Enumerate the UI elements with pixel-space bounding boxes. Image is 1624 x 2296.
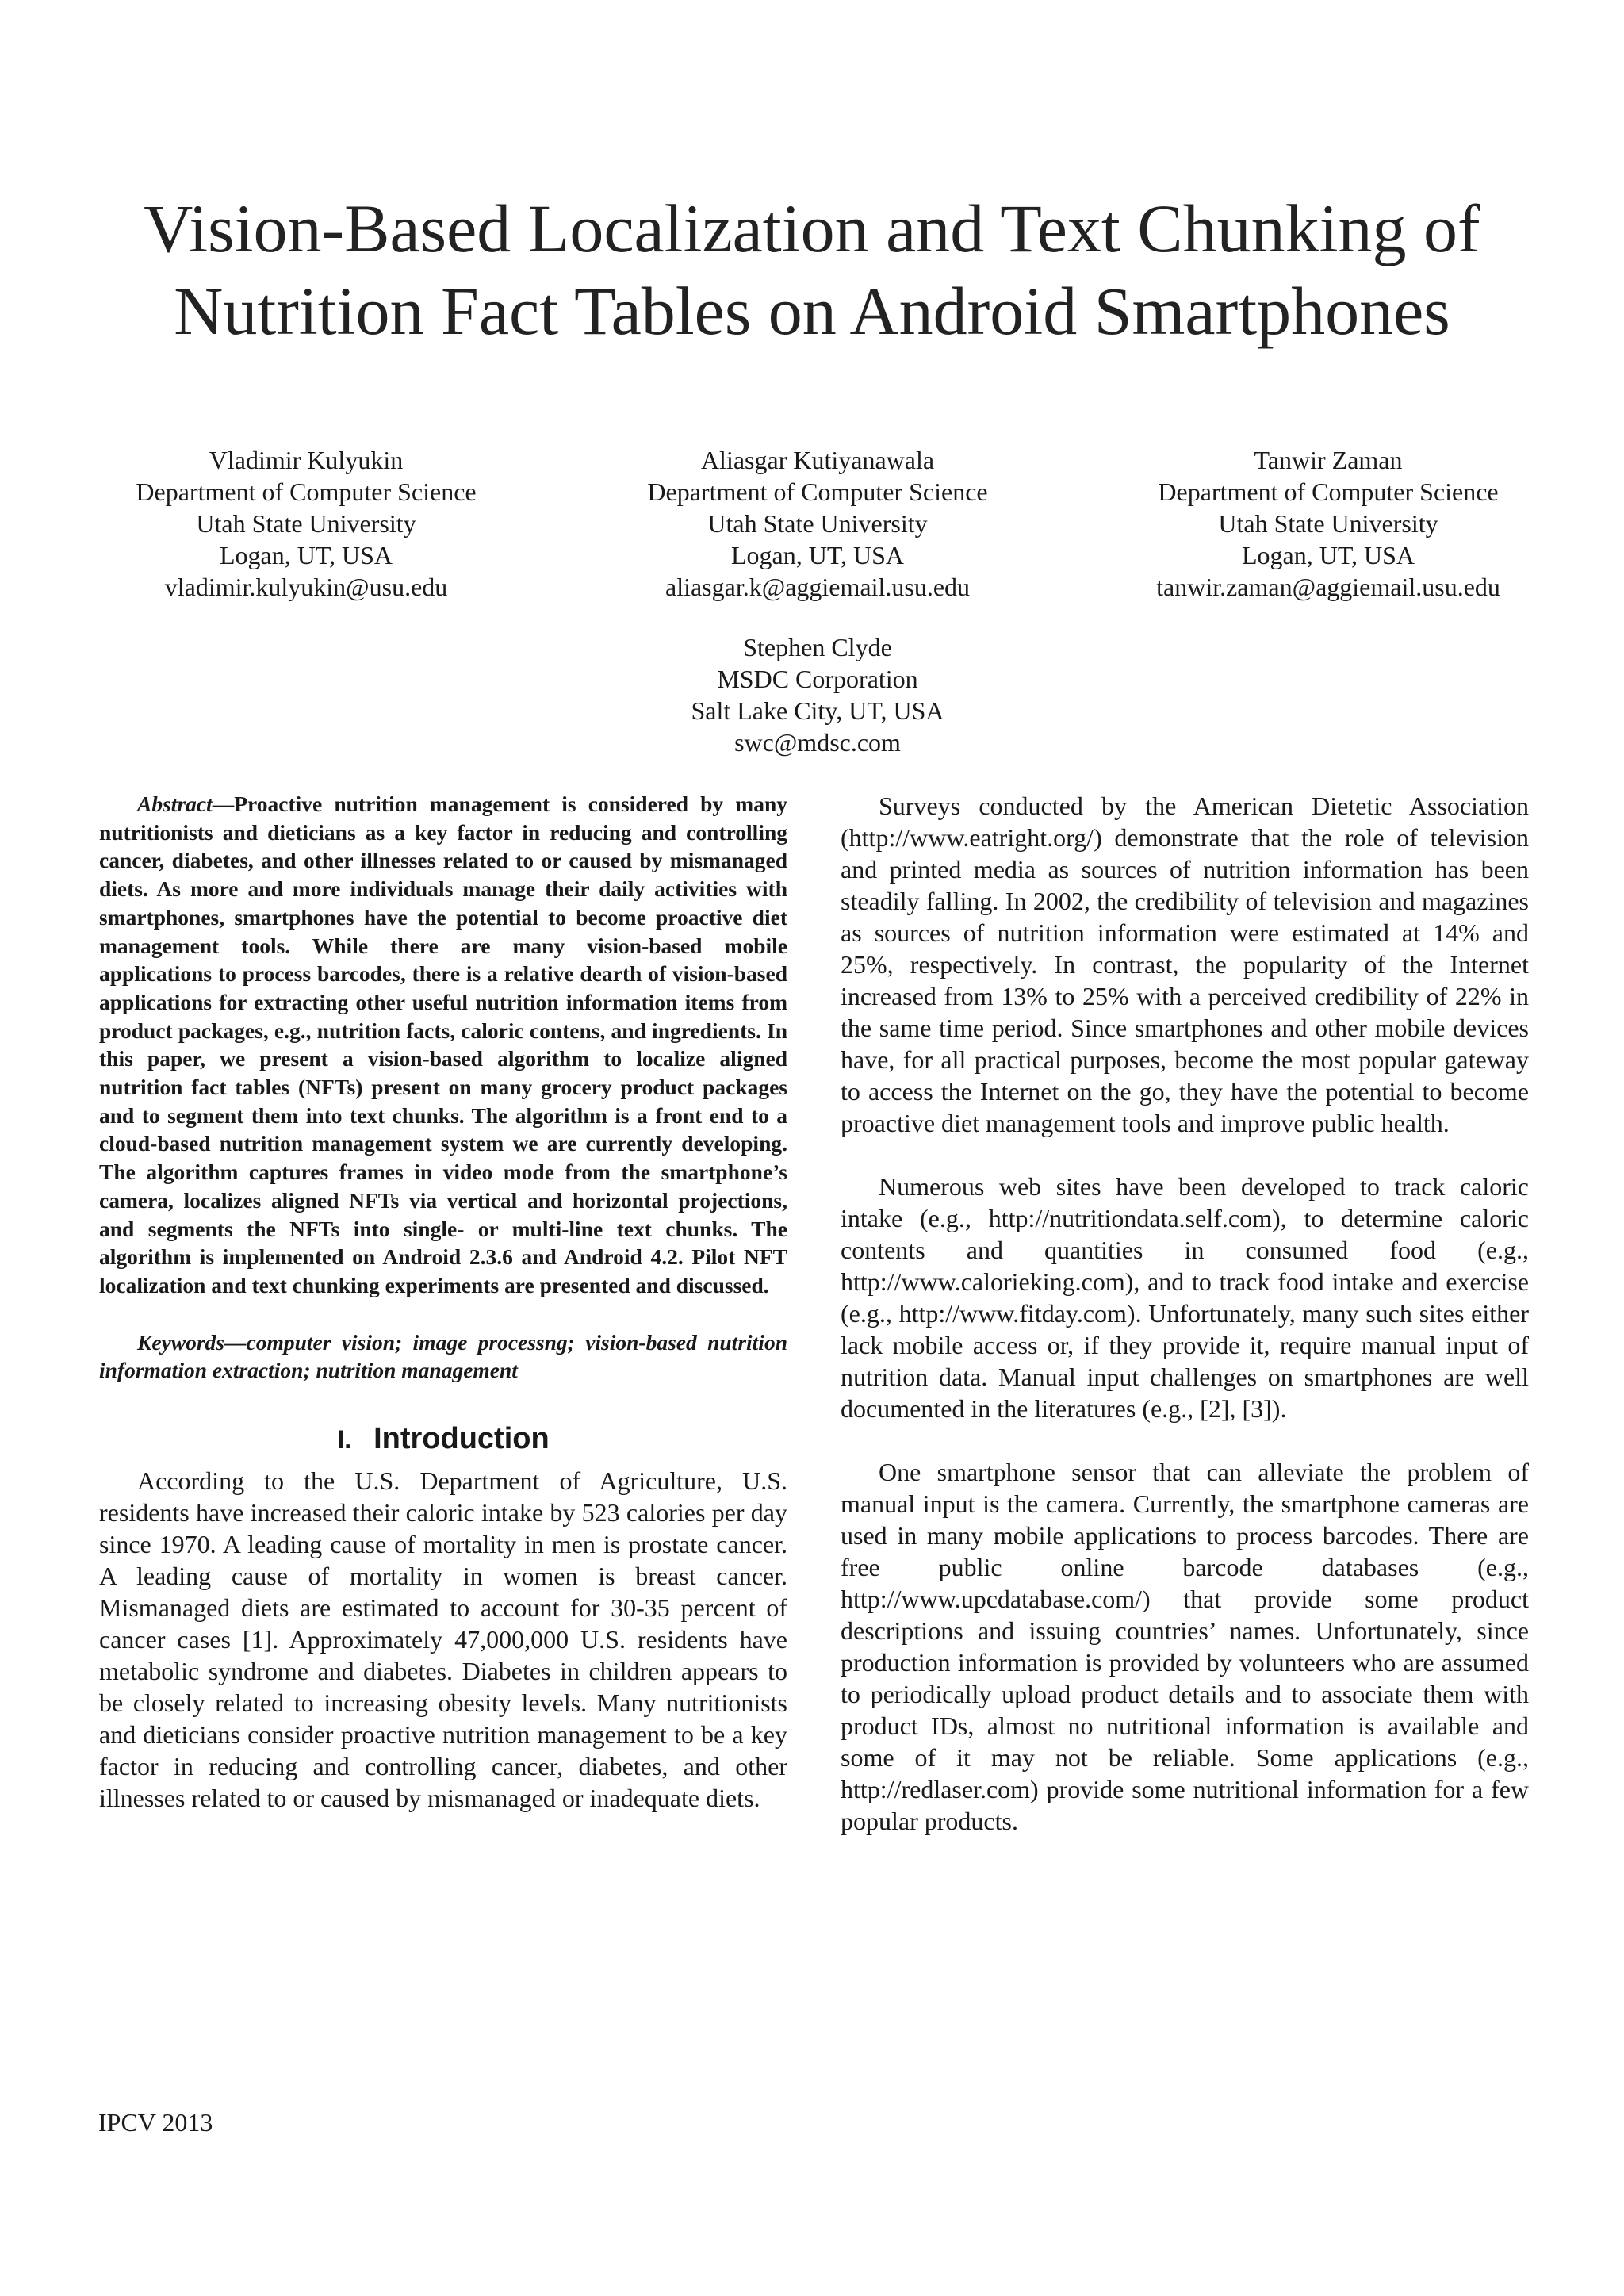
author-email: swc@mdsc.com bbox=[734, 728, 901, 757]
title-line-2: Nutrition Fact Tables on Android Smartphones bbox=[174, 273, 1450, 349]
section-heading-introduction bbox=[99, 1421, 787, 1457]
author-department: MSDC Corporation bbox=[717, 665, 918, 693]
right-column bbox=[841, 790, 1529, 1837]
abstract-text: —Proactive nutrition management is considered by many nutritionists and dieticians as a key factor in reducing and controlling cancer, diabetes, and other illnesses related to or caused by mismanaged diets. As more and more individuals manage their daily activities with smartphones, smartphones have the potential to become proactive diet management tools. While there are many vision-based mobile applications to process barcodes, there is a relative dearth of vision-based applications for extracting other useful nutrition information items from product packages, e.g., nutrition facts, caloric contens, and ingredients. In this paper, we present a vision-based algorithm to localize aligned nutrition fact tables (NFTs) present on many grocery product packages and to segment them into text chunks. The algorithm is a front end to a cloud-based nutrition management system we are currently developing. The algorithm captures frames in video mode from the smartphone’s camera, localizes aligned NFTs via vertical and horizontal projections, and segments the NFTs into single- or multi-line text chunks. The algorithm is implemented on Android 2.3.6 and Android 4.2. Pilot NFT localization and text chunking experiments are presented and discussed. bbox=[99, 792, 787, 1297]
author-name: Stephen Clyde bbox=[743, 633, 892, 661]
section-title: Introduction bbox=[373, 1422, 550, 1456]
keywords: Keywords—computer vision; image processng; vision-based nutrition information extraction; nutrition management bbox=[99, 1329, 787, 1383]
right-paragraph-1: Surveys conducted by the American Dietetic Association (http://www.eatright.org/) demonstrate that the role of television and printed media as sources of nutrition information has been steadily falling. In 2002, the credibility of television and magazines as sources of nutrition information were estimated at 14% and 25%, respectively. In contrast, the popularity of the Internet increased from 13% to 25% with a perceived credibility of 22% in the same time period. Since smartphones and other mobile devices have, for all practical purposes, become the most popular gateway to access the Internet on the go, they have the potential to become proactive diet management tools and improve public health. bbox=[841, 792, 1529, 1137]
author-institution: Utah State University bbox=[1218, 509, 1438, 538]
author-location: Logan, UT, USA bbox=[1241, 541, 1415, 569]
author-email: tanwir.zaman@aggiemail.usu.edu bbox=[1156, 573, 1500, 601]
author-department: Department of Computer Science bbox=[136, 477, 477, 506]
title-line-1: Vision-Based Localization and Text Chunking of bbox=[144, 190, 1480, 266]
author-name: Tanwir Zaman bbox=[1254, 446, 1403, 474]
footer-venue: IPCV 2013 bbox=[98, 2108, 213, 2137]
intro-paragraph-1: According to the U.S. Department of Agriculture, U.S. residents have increased their caloric intake by 523 calories per day since 1970. A leading cause of mortality in men is prostate cancer. A leading cause of mortality in women is breast cancer. Mismanaged diets are estimated to account for 30-35 percent of cancer cases [1]. Approximately 47,000,000 U.S. residents have metabolic syndrome and diabetes. Diabetes in children appears to be closely related to increasing obesity levels. Many nutritionists and dieticians consider proactive nutrition management to be a key factor in reducing and controlling cancer, diabetes, and other illnesses related to or caused by mismanaged or inadequate diets. bbox=[99, 1466, 787, 1813]
author-block-kulyukin bbox=[68, 444, 544, 603]
author-block-kutiyanawala bbox=[580, 444, 1055, 603]
author-location: Logan, UT, USA bbox=[219, 541, 393, 569]
right-paragraph-2: Numerous web sites have been developed to track caloric intake (e.g., http://nutritiondata.self.com), to determine caloric contents and quantities in consumed food (e.g., http://www.calorieking.com), and to track food intake and exercise (e.g., http://www.fitday.com). Unfortunately, many such sites either lack mobile access or, if they provide it, require manual input of nutrition data. Manual input challenges on smartphones are well documented in the literatures (e.g., [2], [3]). bbox=[841, 1172, 1529, 1423]
section-number: I. bbox=[337, 1425, 352, 1455]
abstract bbox=[99, 790, 787, 1300]
author-name: Vladimir Kulyukin bbox=[209, 446, 404, 474]
author-location: Salt Lake City, UT, USA bbox=[691, 696, 944, 725]
author-block-clyde bbox=[580, 631, 1055, 758]
paper-title bbox=[0, 187, 1624, 352]
author-department: Department of Computer Science bbox=[647, 477, 988, 506]
author-institution: Utah State University bbox=[707, 509, 928, 538]
author-institution: Utah State University bbox=[196, 509, 416, 538]
author-email: vladimir.kulyukin@usu.edu bbox=[164, 573, 448, 601]
author-location: Logan, UT, USA bbox=[730, 541, 905, 569]
author-department: Department of Computer Science bbox=[1158, 477, 1499, 506]
author-block-zaman bbox=[1090, 444, 1566, 603]
abstract-lead: Abstract bbox=[137, 792, 213, 816]
right-paragraph-3: One smartphone sensor that can alleviate the problem of manual input is the camera. Currently, the smartphone cameras are used in many mobile applications to process barcodes. There are free public online barcode databases (e.g., http://www.upcdatabase.com/) that provide some product descriptions and issuing countries’ names. Unfortunately, since production information is provided by volunteers who are assumed to periodically upload product details and to associate them with product IDs, almost no nutritional information is available and some of it may not be reliable. Some applications (e.g., http://redlaser.com) provide some nutritional information for a few popular products. bbox=[841, 1458, 1529, 1835]
author-name: Aliasgar Kutiyanawala bbox=[700, 446, 935, 474]
left-column bbox=[99, 790, 787, 1814]
author-email: aliasgar.k@aggiemail.usu.edu bbox=[665, 573, 971, 601]
